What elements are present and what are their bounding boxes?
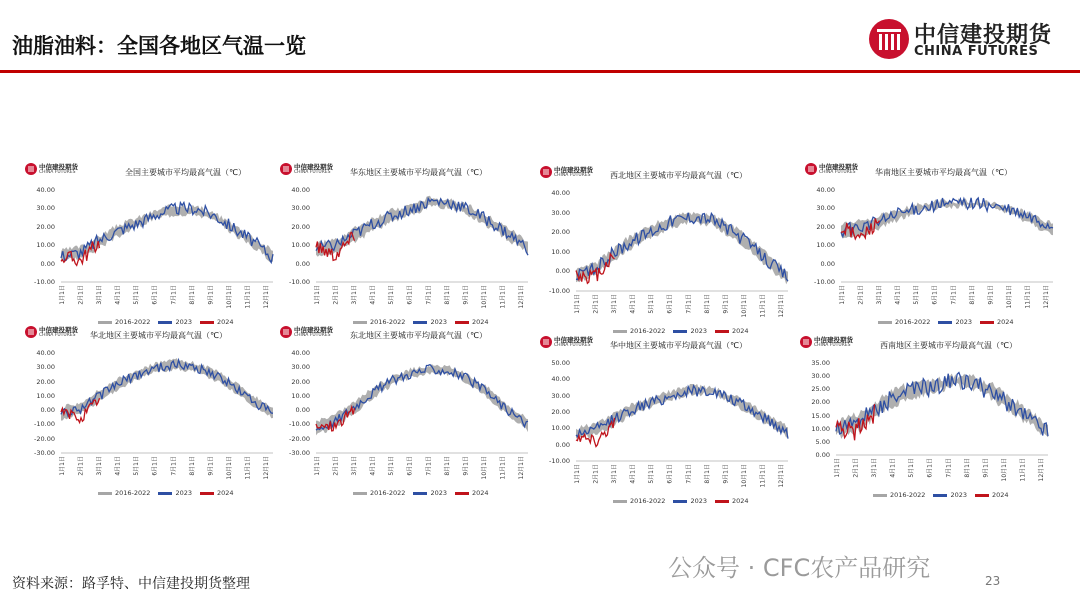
legend-label: 2024 xyxy=(471,489,489,497)
panel-logo xyxy=(25,325,85,343)
y-tick-label: 40.00 xyxy=(36,186,55,194)
series-band-2016-2022 xyxy=(61,358,273,421)
x-tick-label: 5月1日 xyxy=(648,294,656,314)
y-tick-label: 15.00 xyxy=(811,411,830,420)
legend-label: 2016-2022 xyxy=(895,318,931,326)
citic-logo-icon xyxy=(280,326,292,338)
x-tick-label: 5月1日 xyxy=(388,456,396,476)
x-tick-label: 12月1日 xyxy=(1038,458,1045,482)
y-tick-label: 0.00 xyxy=(555,440,570,449)
x-tick-label: 2月1日 xyxy=(77,456,85,476)
chart-panel-6 xyxy=(280,325,540,497)
y-tick-label: 0.00 xyxy=(40,259,55,268)
y-tick-label: -30.00 xyxy=(34,449,55,457)
legend-swatch xyxy=(673,500,687,503)
y-tick-label: 40.00 xyxy=(816,186,835,194)
y-tick-label: 10.00 xyxy=(551,424,570,433)
header-divider xyxy=(0,70,1080,73)
y-tick-label: 20.00 xyxy=(291,222,310,231)
legend-label: 2016-2022 xyxy=(370,318,406,326)
chart-panel-4 xyxy=(805,162,1065,326)
panel-logo xyxy=(25,162,85,180)
x-tick-label: 10月1日 xyxy=(1005,285,1013,309)
x-tick-label: 9月1日 xyxy=(722,294,730,314)
x-tick-label: 3月1日 xyxy=(351,285,359,305)
y-tick-label: 30.00 xyxy=(816,204,835,213)
brand-name-en: CHINA FUTURES xyxy=(914,44,1039,59)
y-tick-label: 0.00 xyxy=(820,259,835,268)
legend-label: 2023 xyxy=(175,318,192,326)
x-tick-label: 8月1日 xyxy=(443,285,451,305)
y-tick-label: 40.00 xyxy=(36,349,55,357)
x-tick-label: 9月1日 xyxy=(462,456,470,476)
x-tick-label: 2月1日 xyxy=(332,285,340,305)
legend-swatch xyxy=(200,321,214,324)
x-tick-label: 7月1日 xyxy=(685,464,693,484)
y-tick-label: 30.00 xyxy=(291,204,310,213)
x-tick-label: 1月1日 xyxy=(59,456,66,476)
y-tick-label: 20.00 xyxy=(36,222,55,231)
citic-logo-icon xyxy=(25,326,37,338)
x-tick-label: 7月1日 xyxy=(945,458,953,478)
chart-title: 华东地区主要城市平均最高气温（℃） xyxy=(350,168,487,177)
legend-label: 2024 xyxy=(731,327,749,335)
legend-label: 2016-2022 xyxy=(115,489,151,497)
x-tick-label: 8月1日 xyxy=(188,456,196,476)
x-tick-label: 12月1日 xyxy=(518,456,525,480)
x-tick-label: 9月1日 xyxy=(722,464,730,484)
page-number: 23 xyxy=(985,574,1001,588)
panel-logo-en: CHINA FUTURES xyxy=(294,333,331,338)
x-tick-label: 5月1日 xyxy=(648,464,656,484)
x-tick-label: 5月1日 xyxy=(133,456,141,476)
chart-legend xyxy=(345,489,489,497)
legend-swatch xyxy=(353,321,367,324)
panel-logo-en: CHINA FUTURES xyxy=(554,343,591,348)
panel-logo-cn: 中信建投期货 xyxy=(294,326,333,334)
y-tick-label: -30.00 xyxy=(289,449,310,457)
plot-area xyxy=(576,193,792,325)
plot-area xyxy=(316,353,532,487)
x-tick-label: 5月1日 xyxy=(913,285,921,305)
x-tick-label: 11月1日 xyxy=(499,285,507,309)
y-tick-label: -10.00 xyxy=(289,420,310,429)
legend-label: 2016-2022 xyxy=(890,491,926,499)
x-tick-label: 11月1日 xyxy=(1024,285,1032,309)
panel-logo-cn: 中信建投期货 xyxy=(39,163,78,171)
y-tick-label: 25.00 xyxy=(811,385,830,394)
chart-legend xyxy=(605,327,749,335)
citic-logo-icon xyxy=(805,163,817,175)
x-tick-label: 1月1日 xyxy=(574,294,581,314)
x-tick-label: 1月1日 xyxy=(314,456,321,476)
legend-label: 2023 xyxy=(690,327,707,335)
x-tick-label: 9月1日 xyxy=(987,285,995,305)
y-tick-label: 0.00 xyxy=(295,406,310,415)
y-tick-label: -20.00 xyxy=(289,434,310,443)
y-tick-label: 20.00 xyxy=(551,408,570,416)
chart-legend xyxy=(605,497,749,505)
series-band-2016-2022 xyxy=(316,196,528,257)
y-tick-label: 0.00 xyxy=(40,406,55,415)
panel-logo-en: CHINA FUTURES xyxy=(294,170,331,175)
plot-area xyxy=(61,353,277,487)
x-tick-label: 12月1日 xyxy=(263,285,270,309)
x-tick-label: 3月1日 xyxy=(611,294,619,314)
x-tick-label: 3月1日 xyxy=(96,456,104,476)
y-tick-label: -10.00 xyxy=(814,278,835,286)
source-note: 资料来源：路孚特、中信建投期货整理 xyxy=(12,576,250,592)
y-tick-label: 20.00 xyxy=(291,377,310,386)
x-tick-label: 11月1日 xyxy=(244,456,252,480)
legend-swatch xyxy=(938,321,952,324)
brand-logo xyxy=(868,16,1068,64)
y-tick-label: 0.00 xyxy=(555,267,570,276)
x-tick-label: 12月1日 xyxy=(1043,285,1050,309)
x-tick-label: 2月1日 xyxy=(592,294,600,314)
legend-label: 2024 xyxy=(731,497,749,505)
x-tick-label: 6月1日 xyxy=(926,458,934,478)
x-tick-label: 6月1日 xyxy=(406,285,414,305)
panel-logo-cn: 中信建投期货 xyxy=(554,166,593,174)
y-tick-label: 30.00 xyxy=(551,208,570,217)
y-tick-label: 10.00 xyxy=(36,241,55,250)
x-tick-label: 8月1日 xyxy=(443,456,451,476)
chart-panel-5 xyxy=(25,325,285,497)
x-tick-label: 10月1日 xyxy=(480,456,488,480)
x-tick-label: 5月1日 xyxy=(133,285,141,305)
x-tick-label: 8月1日 xyxy=(963,458,971,478)
legend-swatch xyxy=(933,494,947,497)
legend-swatch xyxy=(715,330,729,333)
x-tick-label: 2月1日 xyxy=(852,458,860,478)
page-title: 油脂油料：全国各地区气温一览 xyxy=(12,34,306,58)
chart-title: 西南地区主要城市平均最高气温（℃） xyxy=(880,341,1017,350)
x-tick-label: 10月1日 xyxy=(1000,458,1008,482)
x-tick-label: 9月1日 xyxy=(982,458,990,478)
chart-panel-3 xyxy=(540,165,800,335)
x-tick-label: 3月1日 xyxy=(351,456,359,476)
legend-swatch xyxy=(873,494,887,497)
series-band-2016-2022 xyxy=(836,374,1048,439)
y-tick-label: -10.00 xyxy=(549,287,570,295)
y-tick-label: 30.00 xyxy=(36,363,55,372)
x-tick-label: 10月1日 xyxy=(225,456,233,480)
legend-swatch xyxy=(455,492,469,495)
legend-swatch xyxy=(413,321,427,324)
legend-swatch xyxy=(878,321,892,324)
x-tick-label: 9月1日 xyxy=(207,285,215,305)
y-tick-label: 20.00 xyxy=(36,377,55,386)
citic-logo-icon xyxy=(800,336,812,348)
y-tick-label: 30.00 xyxy=(36,204,55,213)
panel-logo-en: CHINA FUTURES xyxy=(39,333,76,338)
chart-panel-2 xyxy=(280,162,540,326)
x-tick-label: 3月1日 xyxy=(96,285,104,305)
legend-swatch xyxy=(975,494,989,497)
legend-label: 2023 xyxy=(430,318,447,326)
legend-swatch xyxy=(98,321,112,324)
citic-logo-icon xyxy=(25,163,37,175)
legend-swatch xyxy=(673,330,687,333)
legend-swatch xyxy=(98,492,112,495)
x-tick-label: 5月1日 xyxy=(908,458,916,478)
x-tick-label: 6月1日 xyxy=(406,456,414,476)
x-tick-label: 10月1日 xyxy=(740,294,748,318)
panel-logo-cn: 中信建投期货 xyxy=(814,336,853,344)
x-tick-label: 11月1日 xyxy=(1019,458,1027,482)
y-tick-label: 0.00 xyxy=(815,451,830,459)
x-tick-label: 12月1日 xyxy=(518,285,525,309)
y-tick-label: -20.00 xyxy=(34,434,55,443)
legend-label: 2016-2022 xyxy=(370,489,406,497)
y-tick-label: 10.00 xyxy=(816,241,835,250)
x-tick-label: 11月1日 xyxy=(759,294,767,318)
chart-panel-1 xyxy=(25,162,285,326)
legend-label: 2023 xyxy=(175,489,192,497)
citic-logo-icon xyxy=(540,166,552,178)
x-tick-label: 6月1日 xyxy=(151,456,159,476)
x-tick-label: 2月1日 xyxy=(77,285,85,305)
x-tick-label: 7月1日 xyxy=(685,294,693,314)
chart-legend xyxy=(870,318,1014,326)
legend-label: 2024 xyxy=(991,491,1009,499)
plot-area xyxy=(316,190,532,316)
legend-swatch xyxy=(353,492,367,495)
x-tick-label: 3月1日 xyxy=(871,458,879,478)
x-tick-label: 4月1日 xyxy=(114,456,122,476)
y-tick-label: -10.00 xyxy=(549,457,570,465)
y-tick-label: 20.00 xyxy=(551,228,570,237)
x-tick-label: 4月1日 xyxy=(369,285,377,305)
y-tick-label: -10.00 xyxy=(289,278,310,286)
legend-label: 2024 xyxy=(216,489,234,497)
y-tick-label: 30.00 xyxy=(811,372,830,381)
x-tick-label: 10月1日 xyxy=(480,285,488,309)
x-tick-label: 11月1日 xyxy=(244,285,252,309)
x-tick-label: 5月1日 xyxy=(388,285,396,305)
legend-label: 2024 xyxy=(471,318,489,326)
x-tick-label: 7月1日 xyxy=(425,285,433,305)
plot-area xyxy=(61,190,277,316)
panel-logo xyxy=(800,335,860,353)
panel-logo-en: CHINA FUTURES xyxy=(819,170,856,175)
plot-area xyxy=(836,363,1052,489)
x-tick-label: 1月1日 xyxy=(574,464,581,484)
x-tick-label: 8月1日 xyxy=(703,464,711,484)
legend-label: 2023 xyxy=(950,491,967,499)
y-tick-label: 40.00 xyxy=(551,375,570,384)
y-tick-label: 35.00 xyxy=(811,359,830,367)
legend-label: 2023 xyxy=(690,497,707,505)
x-tick-label: 12月1日 xyxy=(778,294,785,318)
x-tick-label: 11月1日 xyxy=(759,464,767,488)
citic-logo-icon xyxy=(868,18,910,60)
legend-swatch xyxy=(715,500,729,503)
x-tick-label: 2月1日 xyxy=(592,464,600,484)
x-tick-label: 10月1日 xyxy=(225,285,233,309)
y-tick-label: 5.00 xyxy=(815,437,830,446)
x-tick-label: 6月1日 xyxy=(666,464,674,484)
chart-legend xyxy=(90,489,234,497)
panel-logo-en: CHINA FUTURES xyxy=(39,170,76,175)
chart-title: 华中地区主要城市平均最高气温（℃） xyxy=(610,341,747,350)
chart-title: 西北地区主要城市平均最高气温（℃） xyxy=(610,171,747,180)
x-tick-label: 6月1日 xyxy=(151,285,159,305)
panel-logo-cn: 中信建投期货 xyxy=(294,163,333,171)
panel-logo-en: CHINA FUTURES xyxy=(814,343,851,348)
legend-swatch xyxy=(613,500,627,503)
legend-label: 2023 xyxy=(955,318,972,326)
x-tick-label: 4月1日 xyxy=(889,458,897,478)
y-tick-label: 10.00 xyxy=(811,424,830,433)
x-tick-label: 4月1日 xyxy=(114,285,122,305)
panel-logo xyxy=(540,165,600,183)
x-tick-label: 12月1日 xyxy=(263,456,270,480)
legend-swatch xyxy=(980,321,994,324)
y-tick-label: 30.00 xyxy=(291,363,310,372)
legend-swatch xyxy=(455,321,469,324)
x-tick-label: 6月1日 xyxy=(931,285,939,305)
plot-area xyxy=(576,363,792,495)
legend-label: 2024 xyxy=(216,318,234,326)
x-tick-label: 7月1日 xyxy=(425,456,433,476)
panel-logo-en: CHINA FUTURES xyxy=(554,173,591,178)
panel-logo-cn: 中信建投期货 xyxy=(554,336,593,344)
chart-legend xyxy=(865,491,1009,499)
x-tick-label: 1月1日 xyxy=(834,458,841,478)
x-tick-label: 8月1日 xyxy=(968,285,976,305)
chart-title: 东北地区主要城市平均最高气温（℃） xyxy=(350,331,487,340)
legend-label: 2016-2022 xyxy=(115,318,151,326)
x-tick-label: 9月1日 xyxy=(207,456,215,476)
y-tick-label: 50.00 xyxy=(551,359,570,367)
legend-label: 2016-2022 xyxy=(630,327,666,335)
chart-panel-8 xyxy=(800,335,1060,499)
panel-logo xyxy=(805,162,865,180)
panel-logo xyxy=(280,162,340,180)
x-tick-label: 2月1日 xyxy=(332,456,340,476)
legend-label: 2016-2022 xyxy=(630,497,666,505)
x-tick-label: 3月1日 xyxy=(611,464,619,484)
panel-logo-cn: 中信建投期货 xyxy=(39,326,78,334)
y-tick-label: -10.00 xyxy=(34,420,55,429)
x-tick-label: 3月1日 xyxy=(876,285,884,305)
x-tick-label: 7月1日 xyxy=(950,285,958,305)
chart-title: 全国主要城市平均最高气温（℃） xyxy=(125,168,246,177)
x-tick-label: 10月1日 xyxy=(740,464,748,488)
x-tick-label: 4月1日 xyxy=(894,285,902,305)
y-tick-label: 10.00 xyxy=(551,247,570,256)
y-tick-label: 0.00 xyxy=(295,259,310,268)
legend-swatch xyxy=(158,321,172,324)
panel-logo xyxy=(280,325,340,343)
x-tick-label: 1月1日 xyxy=(59,285,66,305)
panel-logo-cn: 中信建投期货 xyxy=(819,163,858,171)
plot-area xyxy=(841,190,1057,316)
panel-logo xyxy=(540,335,600,353)
y-tick-label: 30.00 xyxy=(551,391,570,400)
citic-logo-icon xyxy=(280,163,292,175)
x-tick-label: 9月1日 xyxy=(462,285,470,305)
chart-title: 华北地区主要城市平均最高气温（℃） xyxy=(90,331,227,340)
legend-swatch xyxy=(413,492,427,495)
chart-panel-7 xyxy=(540,335,800,505)
y-tick-label: 40.00 xyxy=(291,349,310,357)
y-tick-label: 20.00 xyxy=(816,222,835,231)
y-tick-label: 10.00 xyxy=(291,391,310,400)
x-tick-label: 12月1日 xyxy=(778,464,785,488)
y-tick-label: 10.00 xyxy=(291,241,310,250)
x-tick-label: 7月1日 xyxy=(170,285,178,305)
chart-title: 华南地区主要城市平均最高气温（℃） xyxy=(875,168,1012,177)
x-tick-label: 4月1日 xyxy=(629,294,637,314)
x-tick-label: 6月1日 xyxy=(666,294,674,314)
x-tick-label: 11月1日 xyxy=(499,456,507,480)
x-tick-label: 4月1日 xyxy=(629,464,637,484)
legend-label: 2024 xyxy=(996,318,1014,326)
y-tick-label: -10.00 xyxy=(34,278,55,286)
watermark: 公众号 · CFC农产品研究 xyxy=(668,554,931,582)
legend-swatch xyxy=(158,492,172,495)
legend-swatch xyxy=(613,330,627,333)
x-tick-label: 7月1日 xyxy=(170,456,178,476)
x-tick-label: 2月1日 xyxy=(857,285,865,305)
legend-label: 2023 xyxy=(430,489,447,497)
citic-logo-icon xyxy=(540,336,552,348)
y-tick-label: 40.00 xyxy=(291,186,310,194)
x-tick-label: 8月1日 xyxy=(188,285,196,305)
x-tick-label: 1月1日 xyxy=(314,285,321,305)
y-tick-label: 10.00 xyxy=(36,391,55,400)
y-tick-label: 40.00 xyxy=(551,189,570,197)
x-tick-label: 8月1日 xyxy=(703,294,711,314)
x-tick-label: 4月1日 xyxy=(369,456,377,476)
brand-name-cn: 中信建投期货 xyxy=(914,23,1053,48)
legend-swatch xyxy=(200,492,214,495)
x-tick-label: 1月1日 xyxy=(839,285,846,305)
y-tick-label: 20.00 xyxy=(811,398,830,407)
